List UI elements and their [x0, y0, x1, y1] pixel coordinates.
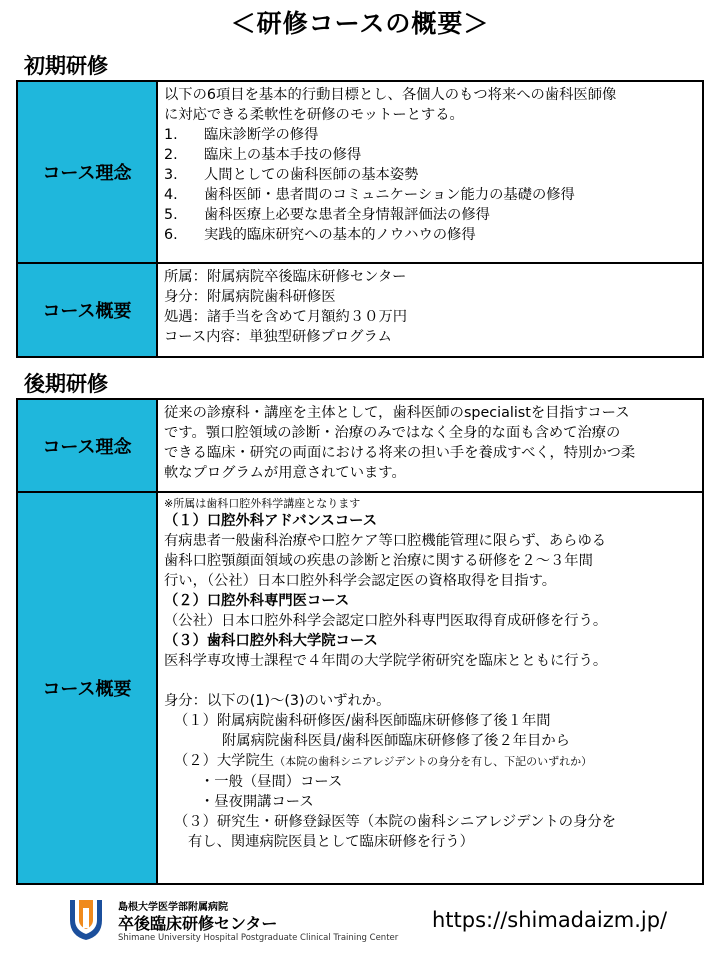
footer-url[interactable]: https://shimadaizm.jp/: [432, 908, 668, 932]
course-title: （１）口腔外科アドバンスコース: [164, 513, 378, 529]
list-item: 6. 実践的臨床研究への基本的ノウハウの修得: [164, 227, 476, 243]
late-overview-content: [157, 492, 703, 884]
late-overview-label: コース概要: [17, 492, 157, 884]
text-line: に対応できる柔軟性を研修のモットーとする。: [164, 107, 464, 123]
text-line: 軟なプログラムが用意されています。: [164, 465, 406, 481]
text-line: 有病患者一般歯科治療や口腔ケア等口腔機能管理に限らず、あらゆる: [164, 533, 607, 549]
initial-training-heading: 初期研修: [24, 54, 108, 78]
text-line: 以下の6項目を基本的行動目標とし、各個人のもつ将来への歯科医師像: [164, 87, 617, 103]
text-line: コース内容：単独型研修プログラム: [164, 329, 392, 345]
late-training-table: [16, 398, 704, 885]
status-item: 附属病院歯科医員/歯科医師臨床研修修了後２年目から: [222, 733, 570, 749]
status-item: （１）附属病院歯科研修医/歯科医師臨床研修修了後１年間: [174, 713, 551, 729]
status-item: ・昼夜開講コース: [200, 794, 314, 810]
text-line: 歯科口腔顎顔面領域の疾患の診断と治療に関する研修を２～３年間: [164, 553, 593, 569]
text-line: 所属：附属病院卒後臨床研修センター: [164, 269, 407, 285]
text-line: 従来の診療科・講座を主体として，歯科医師のspecialistを目指すコース: [164, 405, 630, 421]
list-item: 1. 臨床診断学の修得: [164, 127, 319, 143]
list-item: 2. 臨床上の基本手技の修得: [164, 147, 362, 163]
initial-training-table: [16, 80, 704, 358]
status-item: ・一般（昼間）コース: [200, 774, 343, 790]
initial-overview-label: コース概要: [17, 263, 157, 357]
text-line: 身分：附属病院歯科研修医: [164, 289, 336, 305]
text-line: できる臨床・研究の両面における将来の担い手を養成すべく，特別かつ柔: [164, 445, 636, 461]
course-title: （３）歯科口腔外科大学院コース: [164, 633, 378, 649]
course-title: （２）口腔外科専門医コース: [164, 593, 350, 609]
late-training-heading: 後期研修: [24, 372, 108, 396]
initial-concept-content: [157, 81, 703, 263]
text-line: 医科学専攻博士課程で４年間の大学院学術研究を臨床とともに行う。: [164, 653, 608, 669]
status-intro: 身分：以下の(1)～(3)のいずれか。: [164, 693, 391, 709]
page-title: ＜研修コースの概要＞: [230, 9, 490, 38]
text-line: 処遇：諸手当を含めて月額約３０万円: [164, 309, 408, 325]
footer: [66, 896, 706, 946]
status-item: 有し、関連病院医員として臨床研修を行う）: [188, 834, 474, 850]
status-item: （２）大学院生（本院の歯科シニアレジデントの身分を有し、下記のいずれか）: [174, 753, 593, 769]
footer-center-name: 卒後臨床研修センター: [118, 914, 278, 933]
initial-overview-content: [157, 263, 703, 357]
affiliation-note: ※所属は歯科口腔外科学講座となります: [164, 497, 361, 510]
university-crest-icon: [66, 896, 106, 942]
status-note: （本院の歯科シニアレジデントの身分を有し、下記のいずれか）: [274, 755, 593, 768]
status-item: （３）研究生・研修登録医等（本院の歯科シニアレジデントの身分を: [174, 814, 616, 830]
late-concept-content: [157, 399, 703, 492]
late-concept-label: コース理念: [17, 399, 157, 492]
list-item: 5. 歯科医療上必要な患者全身情報評価法の修得: [164, 207, 490, 223]
initial-concept-label: コース理念: [17, 81, 157, 263]
list-item: 3. 人間としての歯科医師の基本姿勢: [164, 167, 419, 183]
footer-english-name: Shimane University Hospital Postgraduate Clinical Training Center: [118, 933, 399, 943]
text-line: （公社）日本口腔外科学会認定口腔外科専門医取得育成研修を行う。: [164, 613, 608, 629]
list-item: 4. 歯科医師・患者間のコミュニケーション能力の基礎の修得: [164, 187, 575, 203]
text-line: 行い，（公社）日本口腔外科学会認定医の資格取得を目指す。: [164, 573, 557, 589]
text-line: です。顎口腔領域の診断・治療のみではなく全身的な面も含めて治療の: [164, 425, 621, 441]
footer-organization: 島根大学医学部附属病院: [118, 902, 228, 913]
